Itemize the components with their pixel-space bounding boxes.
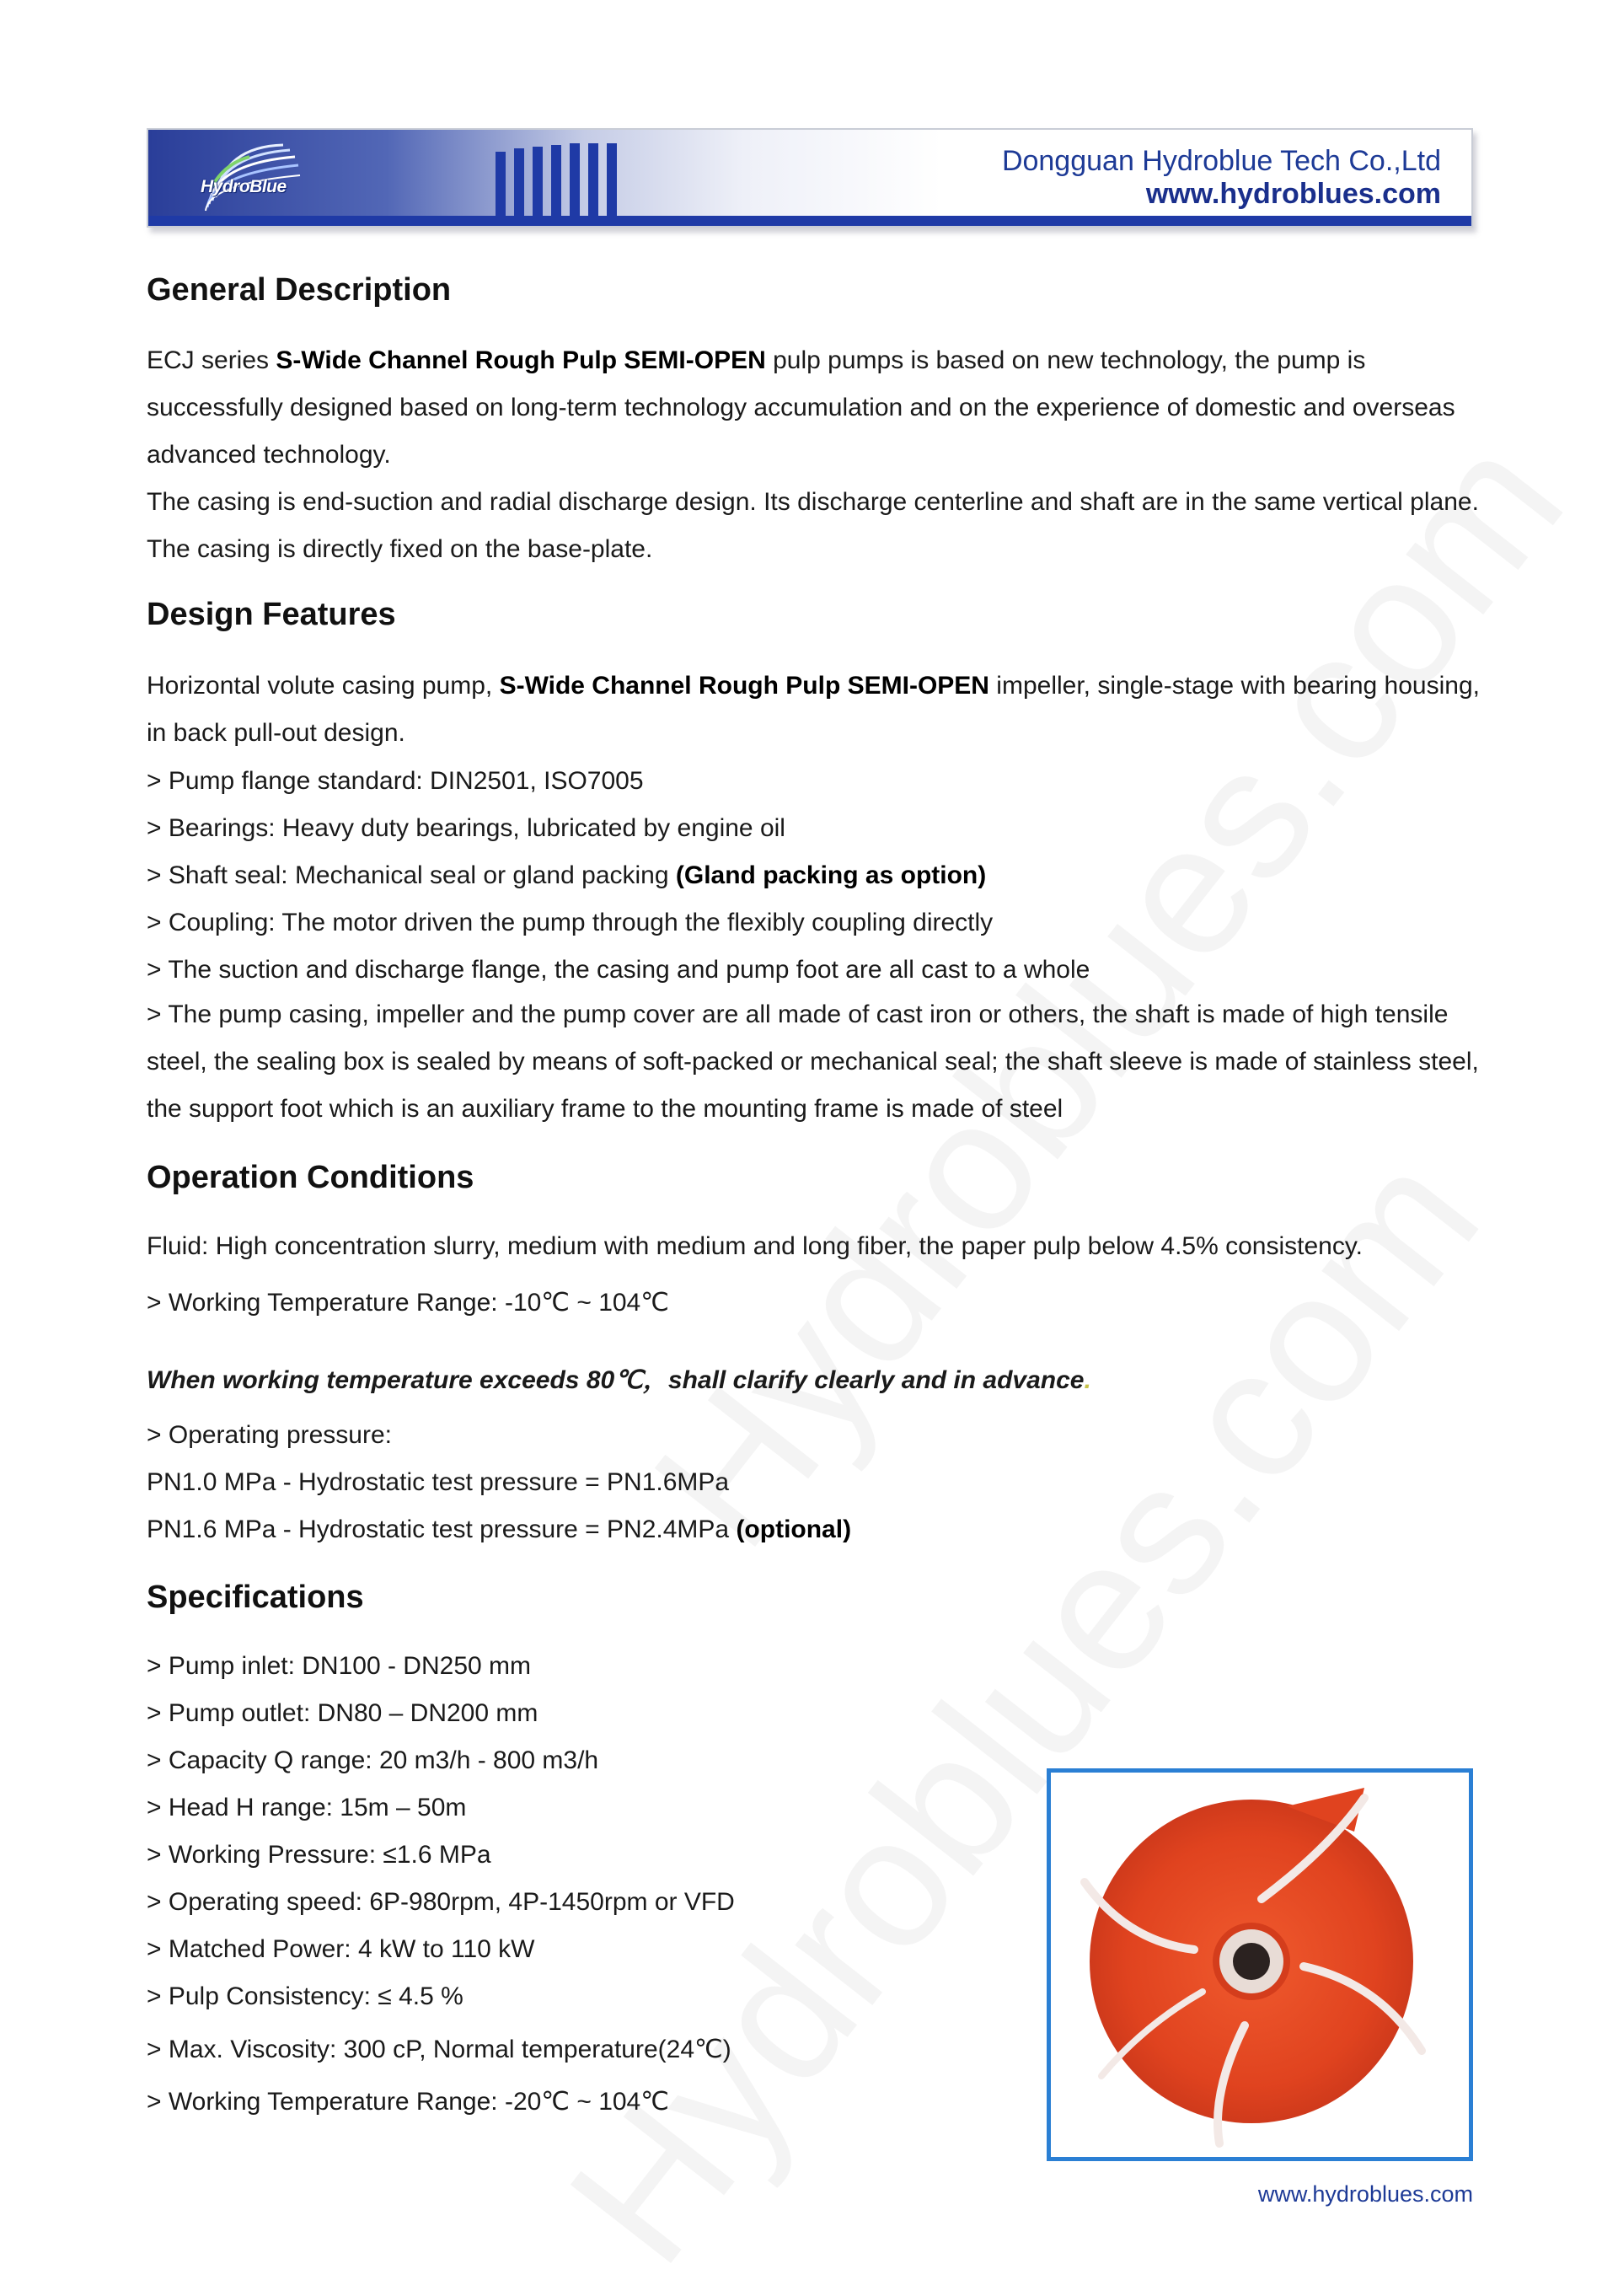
text: impeller, single-stage with bearing housing, in back pull-out design. bbox=[147, 672, 1480, 747]
text: When working temperature exceeds 80℃，shall clarify clearly and in advance bbox=[147, 1366, 1085, 1394]
spec-item: > Max. Viscosity: 300 cP, Normal temperature(24℃) bbox=[147, 2036, 731, 2063]
operation-fluid: Fluid: High concentration slurry, medium with medium and long fiber, the paper pulp below 4.5% consistency. bbox=[147, 1232, 1363, 1260]
feature-materials: > The pump casing, impeller and the pump cover are all made of cast iron or others, the shaft is made of high tensile steel, the sealing box is sealed by means of soft-packed or mechanical seal; the shaft sleeve is made of stainless steel, the support foot which is an auxiliary frame to the mounting frame is made of steel bbox=[147, 1000, 1479, 1123]
impeller-graphic bbox=[1051, 1773, 1469, 2157]
stripes-decoration bbox=[492, 142, 644, 219]
feature-shaft-seal bbox=[147, 861, 986, 890]
operation-pressure: > Operating pressure: bbox=[147, 1421, 392, 1449]
spec-item: > Operating speed: 6P-980rpm, 4P-1450rpm or VFD bbox=[147, 1888, 735, 1916]
impeller-image bbox=[1047, 1768, 1473, 2161]
text: > Shaft seal: Mechanical seal or gland packing bbox=[147, 861, 676, 889]
product-name: S-Wide Channel Rough Pulp SEMI-OPEN bbox=[276, 346, 766, 374]
banner-underline bbox=[148, 216, 1471, 226]
general-paragraph-1 bbox=[147, 337, 1495, 479]
spec-item: > Capacity Q range: 20 m3/h - 800 m3/h bbox=[147, 1746, 599, 1774]
spec-item: > Head H range: 15m – 50m bbox=[147, 1794, 467, 1821]
product-name: S-Wide Channel Rough Pulp SEMI-OPEN bbox=[499, 672, 989, 700]
section-heading-general: General Description bbox=[147, 272, 452, 308]
design-paragraph bbox=[147, 663, 1495, 757]
spec-item: > Working Pressure: ≤1.6 MPa bbox=[147, 1841, 491, 1869]
header-banner bbox=[147, 128, 1473, 228]
feature-coupling: > Coupling: The motor driven the pump through the flexibly coupling directly bbox=[147, 909, 994, 936]
temperature-warning bbox=[147, 1359, 1091, 1396]
warning-dot: . bbox=[1084, 1366, 1091, 1394]
spec-item: > Pump outlet: DN80 – DN200 mm bbox=[147, 1699, 538, 1727]
company-website[interactable]: www.hydroblues.com bbox=[1145, 178, 1441, 211]
text: pulp pumps is based on new technology, the pump is successfully designed based on long-term technology accumulation and on the experience of domestic and overseas advanced technology. bbox=[147, 346, 1455, 469]
spec-item: > Pulp Consistency: ≤ 4.5 % bbox=[147, 1982, 463, 2010]
pressure-pn10: PN1.0 MPa - Hydrostatic test pressure = PN1.6MPa bbox=[147, 1468, 730, 1496]
section-heading-operation: Operation Conditions bbox=[147, 1160, 474, 1195]
company-block bbox=[1002, 145, 1441, 211]
text: Horizontal volute casing pump, bbox=[147, 672, 500, 700]
text: ECJ series bbox=[147, 346, 276, 374]
spec-item: > Working Temperature Range: -20℃ ~ 104℃ bbox=[147, 2088, 669, 2116]
option-note: (Gland packing as option) bbox=[675, 861, 987, 889]
logo-text: HydroBlue bbox=[201, 177, 287, 196]
operation-temperature: > Working Temperature Range: -10℃ ~ 104℃ bbox=[147, 1289, 669, 1317]
section-heading-specs: Specifications bbox=[147, 1580, 364, 1615]
text: PN1.6 MPa - Hydrostatic test pressure = PN2.4MPa bbox=[147, 1515, 737, 1543]
section-heading-design: Design Features bbox=[147, 597, 396, 632]
pressure-pn16 bbox=[147, 1515, 851, 1544]
footer-website[interactable]: www.hydroblues.com bbox=[1257, 2181, 1473, 2207]
spec-item: > Matched Power: 4 kW to 110 kW bbox=[147, 1935, 535, 1963]
feature-bearings: > Bearings: Heavy duty bearings, lubricated by engine oil bbox=[147, 814, 785, 842]
company-name: Dongguan Hydroblue Tech Co.,Ltd bbox=[1001, 145, 1441, 177]
option-note: (optional) bbox=[736, 1515, 852, 1543]
feature-flange: > Pump flange standard: DIN2501, ISO7005 bbox=[147, 767, 644, 795]
spec-item: > Pump inlet: DN100 - DN250 mm bbox=[147, 1652, 532, 1680]
feature-suction: > The suction and discharge flange, the casing and pump foot are all cast to a whole bbox=[147, 956, 1090, 984]
general-paragraph-2: The casing is end-suction and radial discharge design. Its discharge centerline and shaft are in the same vertical plane. The casing is directly fixed on the base-plate. bbox=[147, 488, 1479, 563]
